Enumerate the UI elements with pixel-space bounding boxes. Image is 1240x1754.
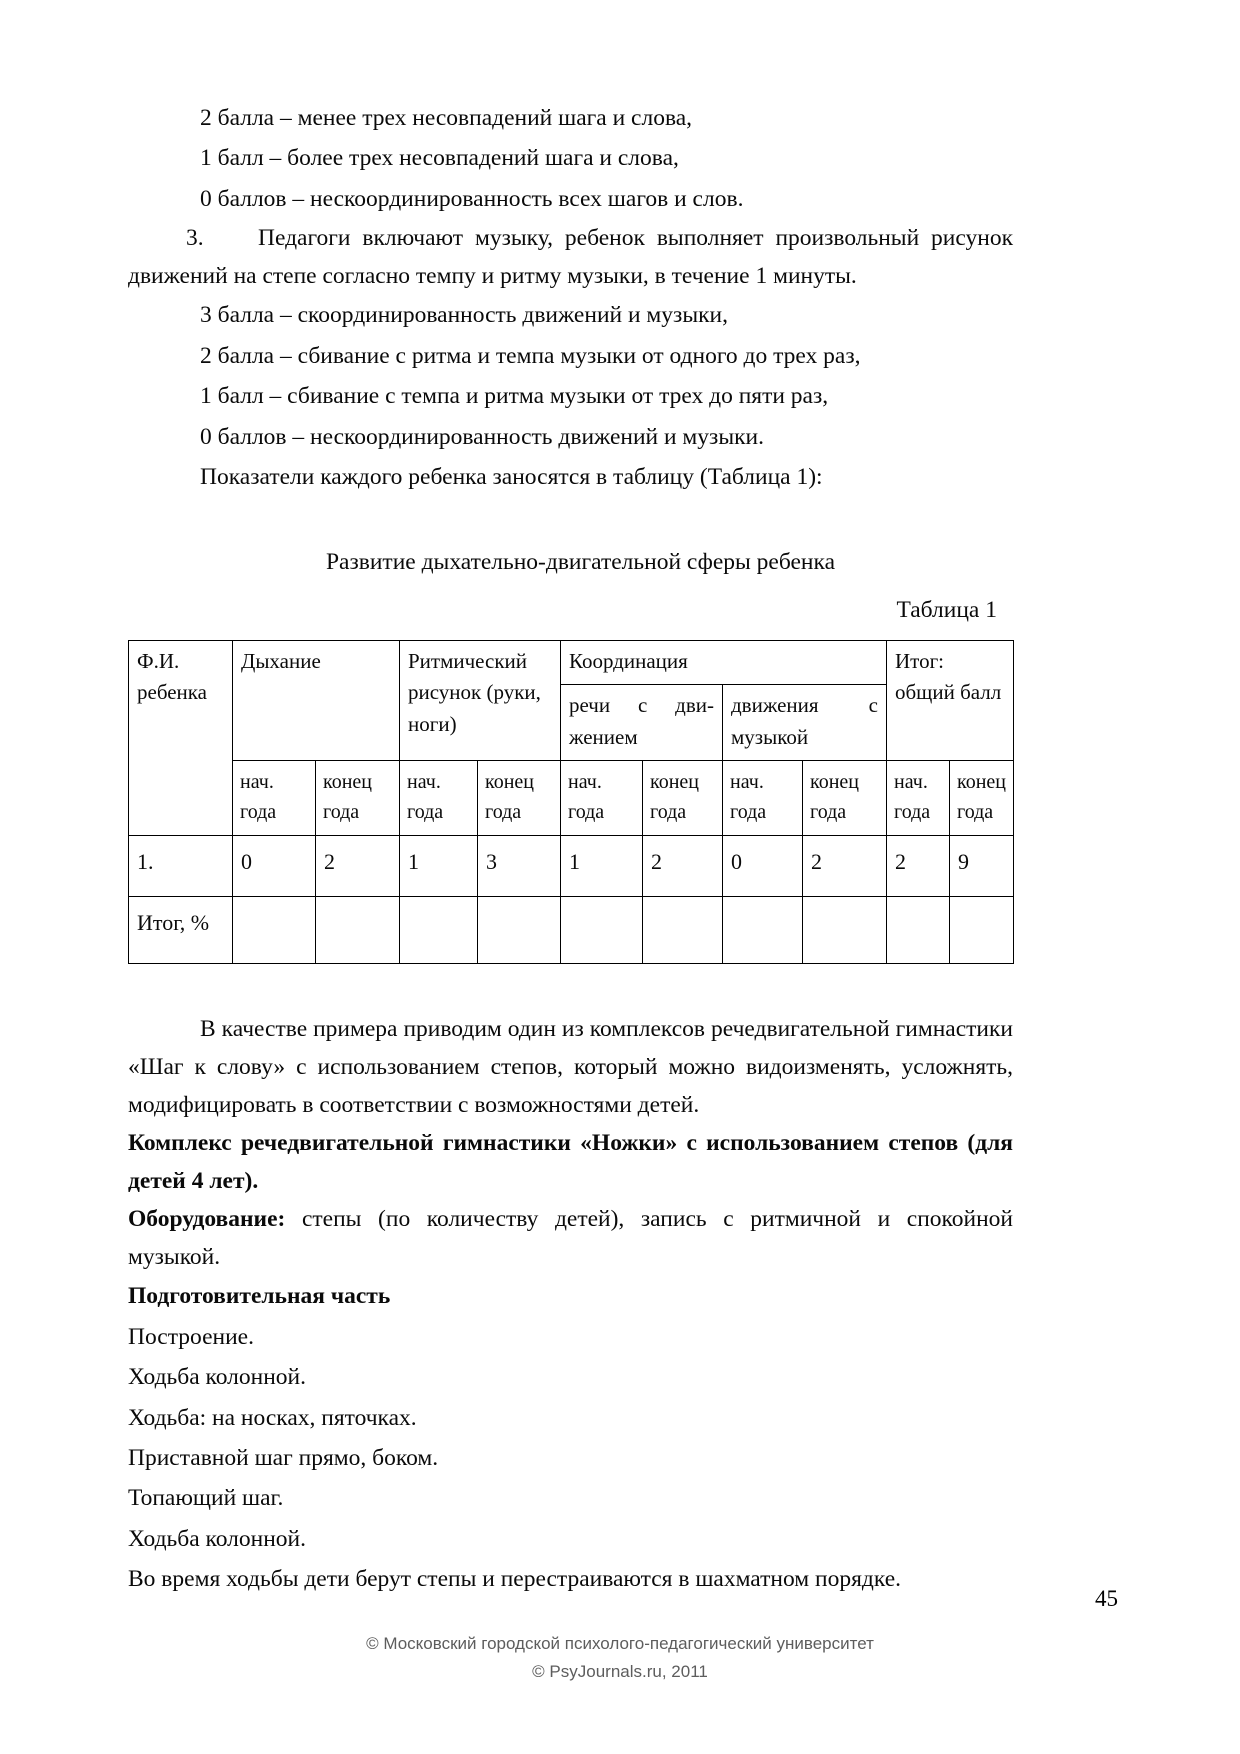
subheader-cell: нач. года: [723, 761, 803, 836]
table-caption: Развитие дыхательно-двигательной сферы ребенка: [325, 549, 836, 576]
prep-line: Построение.: [128, 1323, 254, 1350]
subheader-cell: конец года: [803, 761, 887, 836]
row-value: [723, 897, 803, 964]
row-value: 1: [400, 836, 478, 897]
prep-line: Приставной шаг прямо, боком.: [128, 1445, 439, 1472]
table-row: [129, 897, 1014, 964]
criteria-line: 0 баллов – нескоординированность движений и музыки.: [200, 423, 764, 450]
header-total: Итог: общий балл: [887, 640, 1014, 761]
prep-line: Ходьба колонной.: [128, 1525, 306, 1552]
table-header-row-1: [129, 640, 1014, 685]
criteria-line: 3 балла – скоординированность движений и музыки,: [200, 302, 728, 329]
row-value: 1: [561, 836, 643, 897]
table-number-label: Таблица 1: [896, 597, 997, 624]
row-value: [803, 897, 887, 964]
header-name: Ф.И. ребенка: [129, 640, 233, 836]
header-coord-speech: речи с дви-жением: [561, 685, 723, 761]
prep-line: Топающий шаг.: [128, 1485, 284, 1512]
subheader-cell: конец года: [950, 761, 1014, 836]
criteria-line: 1 балл – более трех несовпадений шага и слова,: [200, 145, 679, 172]
criteria-line: 2 балла – менее трех несовпадений шага и слова,: [200, 105, 693, 131]
subheader-cell: нач. года: [561, 761, 643, 836]
header-breathing: Дыхание: [233, 640, 400, 761]
development-table: [128, 640, 1014, 965]
subheader-cell: конец года: [643, 761, 723, 836]
row-value: [400, 897, 478, 964]
page-number: 45: [1095, 1586, 1118, 1611]
footer-copyright-psyjournals: © PsyJournals.ru, 2011: [532, 1662, 708, 1682]
row-value: [233, 897, 316, 964]
row-value: [561, 897, 643, 964]
page-footer: [0, 1630, 1240, 1686]
subheader-cell: нач. года: [233, 761, 316, 836]
row-value: [950, 897, 1014, 964]
header-rhythm: Ритмический рисунок (руки, ноги): [400, 640, 561, 761]
subheader-cell: конец года: [478, 761, 561, 836]
item-number: 3.: [186, 225, 204, 252]
row-label: 1.: [129, 836, 233, 897]
row-value: [478, 897, 561, 964]
criteria-line: 0 баллов – нескоординированность всех шагов и слов.: [200, 185, 744, 212]
row-value: 3: [478, 836, 561, 897]
row-value: [887, 897, 950, 964]
row-value: 2: [643, 836, 723, 897]
heading-complex: Комплекс речедвигательной гимнастики «Ножки» с использованием степов (для детей 4 лет).: [128, 1130, 1013, 1195]
numbered-item-3: [128, 219, 1013, 295]
prep-line: Ходьба колонной.: [128, 1364, 306, 1391]
table-row: [129, 836, 1014, 897]
row-value: 2: [803, 836, 887, 897]
header-coordination: Координация: [561, 640, 887, 685]
prep-line: Ходьба: на носках, пяточках.: [128, 1404, 417, 1431]
row-value: 2: [316, 836, 400, 897]
subheader-cell: нач. года: [400, 761, 478, 836]
page-content: [128, 98, 1013, 1600]
row-value: 0: [723, 836, 803, 897]
prep-line: Во время ходьбы дети берут степы и перестраиваются в шахматном порядке.: [128, 1566, 901, 1593]
subheader-cell: нач. года: [887, 761, 950, 836]
equipment-paragraph: [128, 1200, 1013, 1276]
row-value: 0: [233, 836, 316, 897]
equipment-label: Оборудование:: [128, 1206, 286, 1233]
row-value: [643, 897, 723, 964]
footer-copyright-university: © Московский городской психолого-педагогический университет: [366, 1634, 874, 1653]
row-value: 2: [887, 836, 950, 897]
table-subheader-row: [129, 761, 1014, 836]
row-label: Итог, %: [129, 897, 233, 964]
item-text: Педагоги включают музыку, ребенок выполняет произвольный рисунок движений на степе согласно темпу и ритму музыки, в течение 1 минуты.: [128, 225, 1013, 290]
row-value: 9: [950, 836, 1014, 897]
header-coord-music: движения с музыкой: [723, 685, 887, 761]
criteria-line: 1 балл – сбивание с темпа и ритма музыки от трех до пяти раз,: [200, 383, 829, 410]
table-intro-text: Показатели каждого ребенка заносятся в таблицу (Таблица 1):: [200, 463, 823, 490]
row-value: [316, 897, 400, 964]
heading-preparatory-part: Подготовительная часть: [128, 1283, 391, 1310]
paragraph-example: В качестве примера приводим один из комплексов речедвигательной гимнастики «Шаг к слову» с использованием степов, который можно видоизменять, усложнять, модифицировать в соответствии с возможностями детей.: [128, 1016, 1013, 1119]
subheader-cell: конец года: [316, 761, 400, 836]
equipment-text: степы (по количеству детей), запись с ритмичной и спокойной музыкой.: [128, 1206, 1013, 1271]
criteria-line: 2 балла – сбивание с ритма и темпа музыки от одного до трех раз,: [200, 342, 861, 369]
